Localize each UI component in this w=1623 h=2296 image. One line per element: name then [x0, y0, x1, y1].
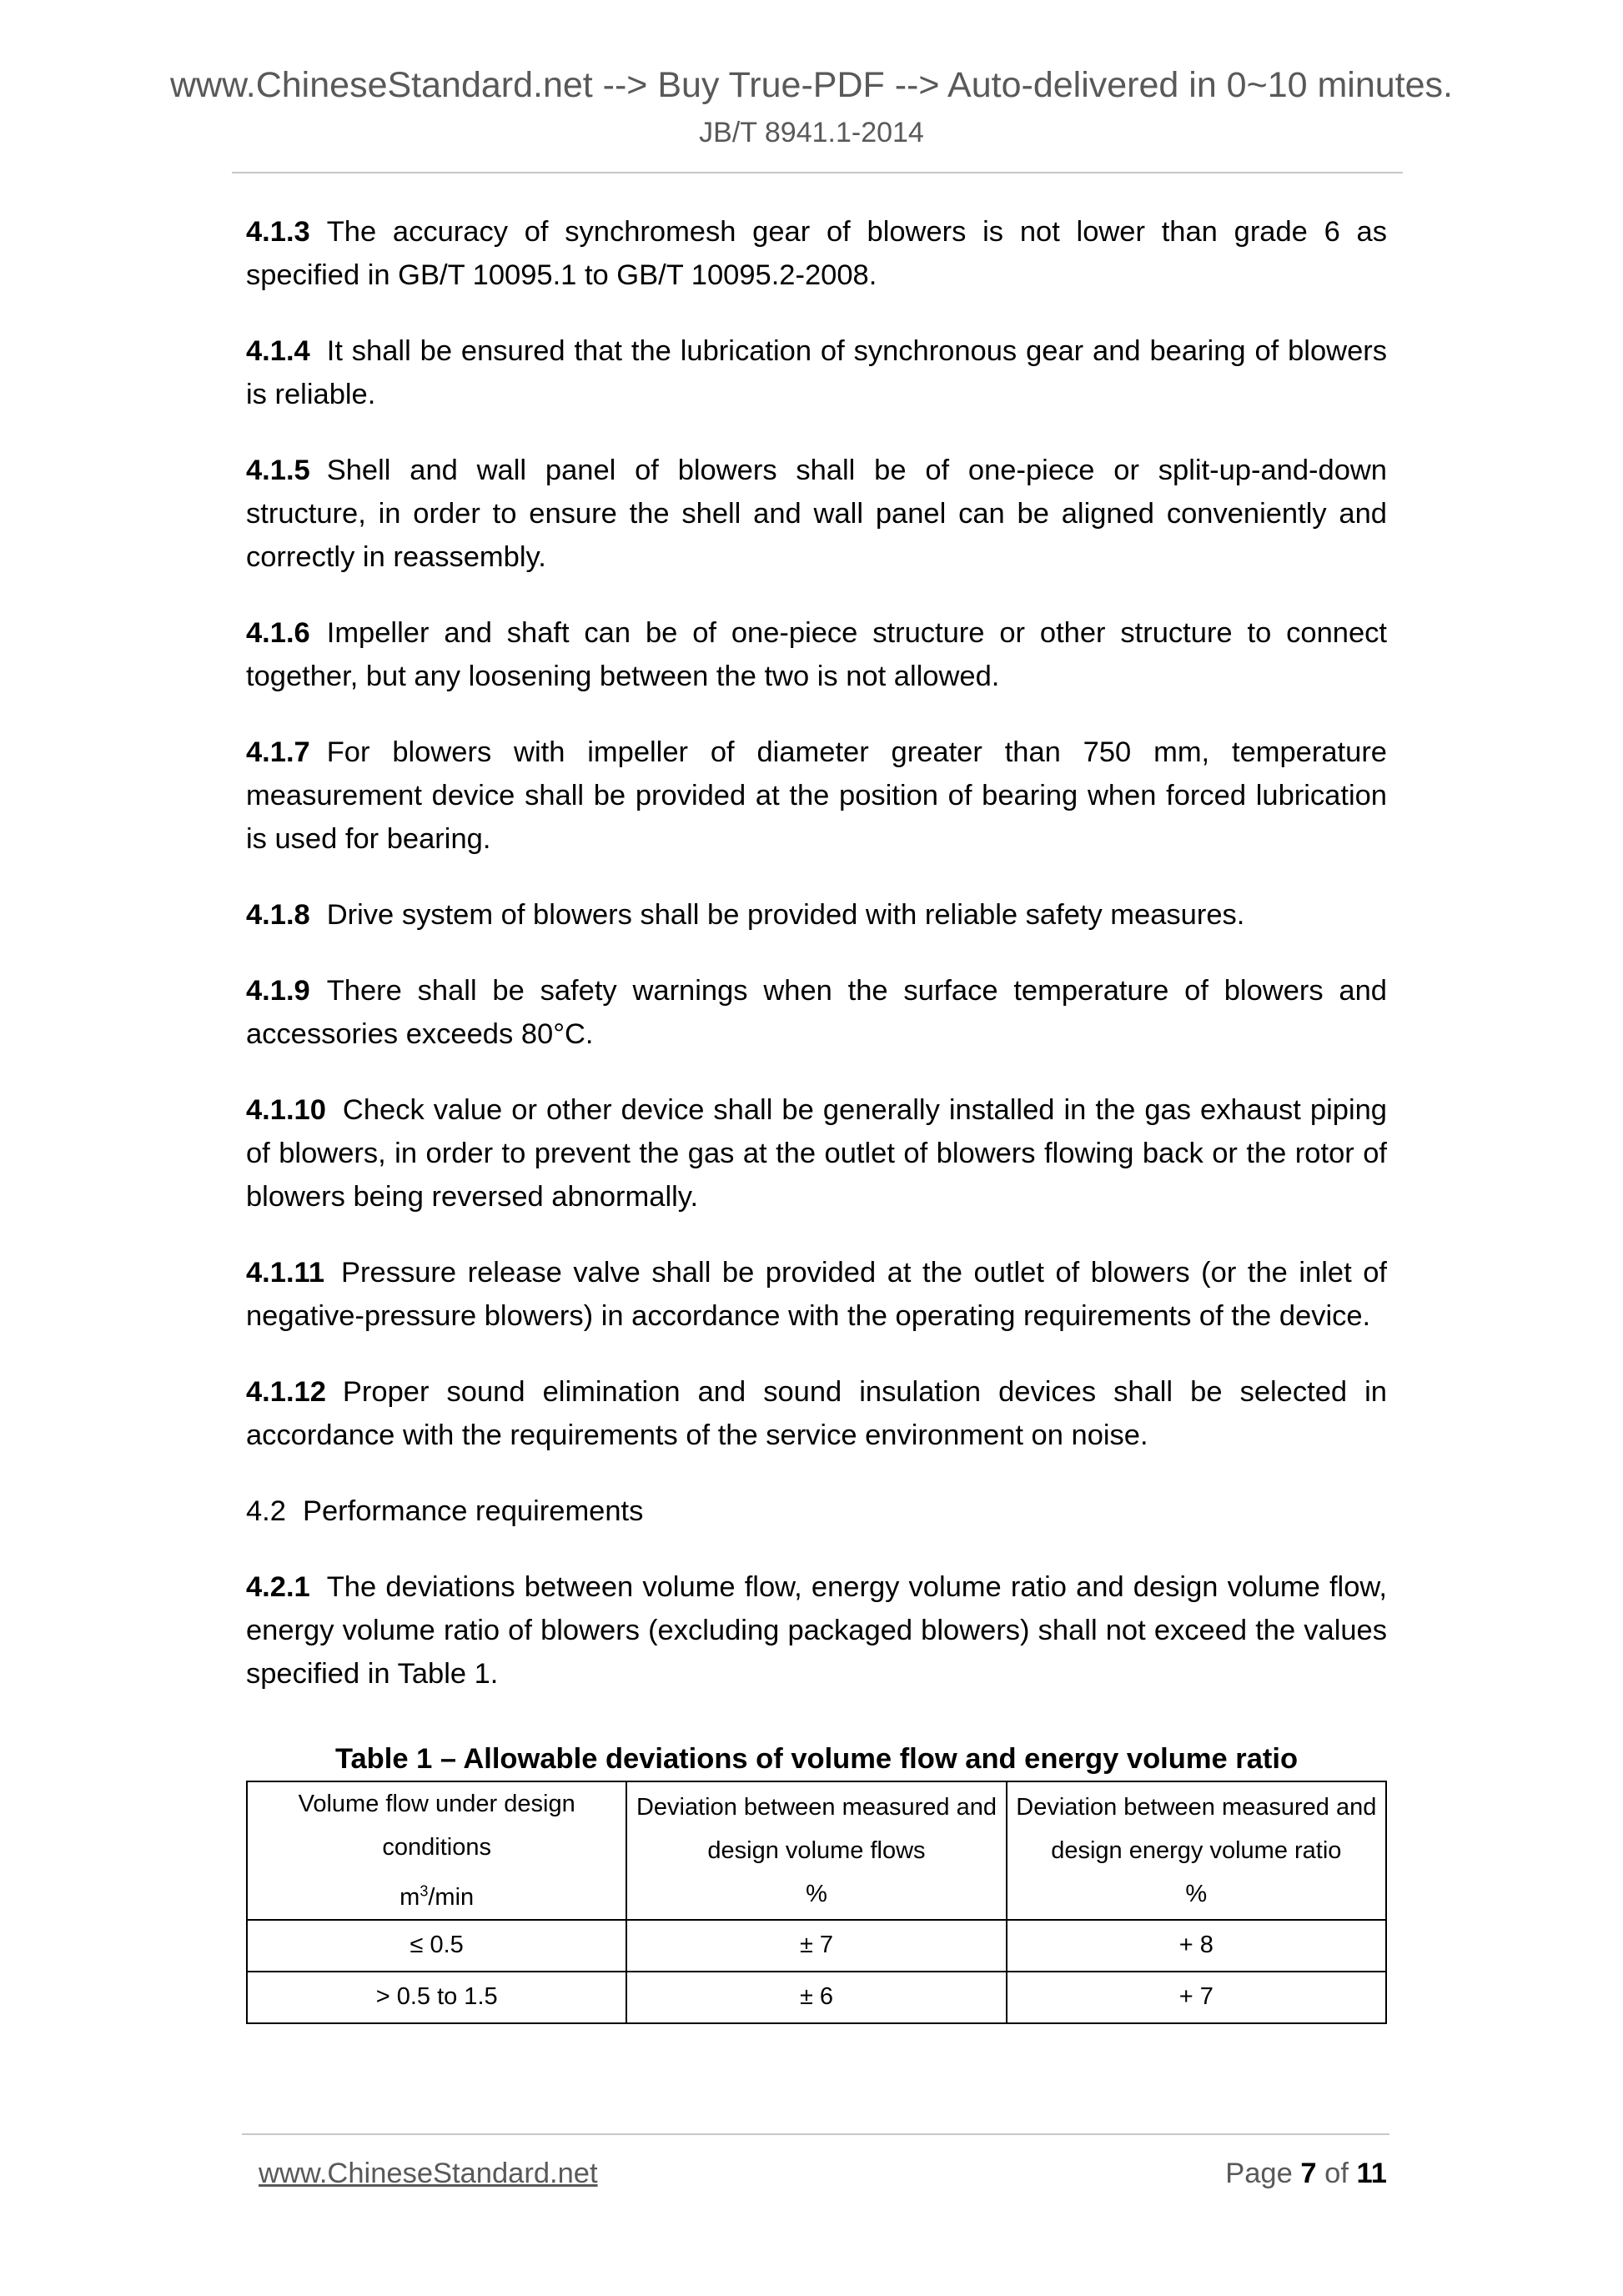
clause-text: It shall be ensured that the lubrication of synchronous gear and bearing of blowers is reliable. — [246, 335, 1387, 410]
standard-number: JB/T 8941.1-2014 — [699, 117, 924, 148]
clause-4-1-9 — [246, 969, 1387, 1056]
header-line: Volume flow under design — [298, 1791, 575, 1817]
clause-text: Impeller and shaft can be of one-piece structure or other structure to connect together, but any loosening between the two is not allowed. — [246, 617, 1387, 692]
clause-text: Pressure release valve shall be provided at the outlet of blowers (or the inlet of negative-pressure blowers) in accordance with the operating requirements of the device. — [246, 1257, 1387, 1332]
clause-4-1-12 — [246, 1370, 1387, 1457]
clause-4-1-11 — [246, 1251, 1387, 1338]
header-energy-ratio-deviation — [1007, 1781, 1386, 1920]
clause-number: 4.1.12 — [246, 1376, 326, 1408]
clause-4-1-3 — [246, 210, 1387, 297]
document-body — [246, 210, 1387, 2024]
clause-number: 4.1.11 — [246, 1257, 325, 1289]
table-cell: + 7 — [1007, 1972, 1386, 2023]
table-cell: + 8 — [1007, 1920, 1386, 1972]
clause-number: 4.1.3 — [246, 216, 310, 248]
clause-number: 4.1.8 — [246, 899, 310, 931]
clause-number: 4.1.5 — [246, 455, 310, 486]
header-unit: % — [806, 1880, 827, 1907]
deviation-table — [246, 1781, 1387, 2024]
clause-number: 4.1.10 — [246, 1094, 326, 1126]
current-page: 7 — [1300, 2158, 1317, 2189]
clause-number: 4.1.9 — [246, 975, 310, 1007]
table-cell: > 0.5 to 1.5 — [247, 1972, 626, 2023]
header-line: conditions — [382, 1834, 491, 1861]
clause-4-1-10 — [246, 1088, 1387, 1218]
header-divider — [232, 172, 1403, 173]
clause-text: Drive system of blowers shall be provided with reliable safety measures. — [326, 899, 1245, 931]
header-line: Deviation between measured and — [636, 1793, 997, 1821]
header-line: design volume flows — [707, 1836, 926, 1864]
clause-4-2-1 — [246, 1565, 1387, 1696]
header-line: design energy volume ratio — [1051, 1836, 1342, 1864]
header-unit: $m^3/\min$ — [399, 1882, 475, 1911]
footer-site-link[interactable]: www.ChineseStandard.net — [259, 2158, 598, 2189]
header-volume-flow-deviation — [626, 1781, 1006, 1920]
clause-text: There shall be safety warnings when the surface temperature of blowers and accessories exceeds 80°C. — [246, 975, 1387, 1050]
clause-text: For blowers with impeller of diameter greater than 750 mm, temperature measurement device shall be provided at the position of bearing when forced lubrication is used for bearing. — [246, 736, 1387, 855]
header-unit: % — [1185, 1880, 1208, 1907]
section-title: Performance requirements — [302, 1495, 644, 1527]
clause-text: The accuracy of synchromesh gear of blowers is not lower than grade 6 as specified in GB/T 10095.1 to GB/T 10095.2-2008. — [246, 216, 1387, 291]
clause-text: Shell and wall panel of blowers shall be of one-piece or split-up-and-down structure, in order to ensure the shell and wall panel can be aligned conveniently and correctly in reassembly. — [246, 455, 1387, 573]
clause-number: 4.1.6 — [246, 617, 310, 649]
clause-text: Proper sound elimination and sound insulation devices shall be selected in accordance with the requirements of the service environment on noise. — [246, 1376, 1387, 1451]
clause-number: 4.1.4 — [246, 335, 310, 367]
clause-4-1-5 — [246, 449, 1387, 579]
table-title: Table 1 – Allowable deviations of volume flow and energy volume ratio — [334, 1743, 1299, 1775]
total-pages: 11 — [1356, 2158, 1387, 2189]
header-volume-flow — [247, 1781, 626, 1920]
table-row — [247, 1920, 1386, 1972]
clause-4-1-8 — [246, 893, 1387, 937]
clause-text: The deviations between volume flow, energy volume ratio and design volume flow, energy volume ratio of blowers (excluding packaged blowers) shall not exceed the values specified in Table 1. — [246, 1571, 1387, 1690]
clause-4-1-6 — [246, 611, 1387, 698]
clause-number: 4.1.7 — [246, 736, 310, 768]
clause-4-1-4 — [246, 329, 1387, 416]
table-cell: ± 6 — [626, 1972, 1006, 2023]
clause-number: 4.2.1 — [246, 1571, 310, 1603]
section-heading-4-2 — [246, 1490, 1387, 1533]
footer-divider — [242, 2133, 1389, 2135]
section-number: 4.2 — [246, 1495, 286, 1527]
header-banner: www.ChineseStandard.net --> Buy True-PDF --> Auto-delivered in 0~10 minutes. — [169, 65, 1453, 105]
clause-text: Check value or other device shall be generally installed in the gas exhaust piping of blowers, in order to prevent the gas at the outlet of blowers flowing back or the rotor of blowers being reversed abnormally. — [246, 1094, 1387, 1213]
table-cell: ≤ 0.5 — [247, 1920, 626, 1972]
table-header-row — [247, 1781, 1386, 1920]
page-indicator: Page 7 of 11 — [1225, 2158, 1387, 2189]
table-cell: ± 7 — [626, 1920, 1006, 1972]
clause-4-1-7 — [246, 731, 1387, 861]
header-line: Deviation between measured and — [1016, 1793, 1377, 1821]
table-row — [247, 1972, 1386, 2023]
